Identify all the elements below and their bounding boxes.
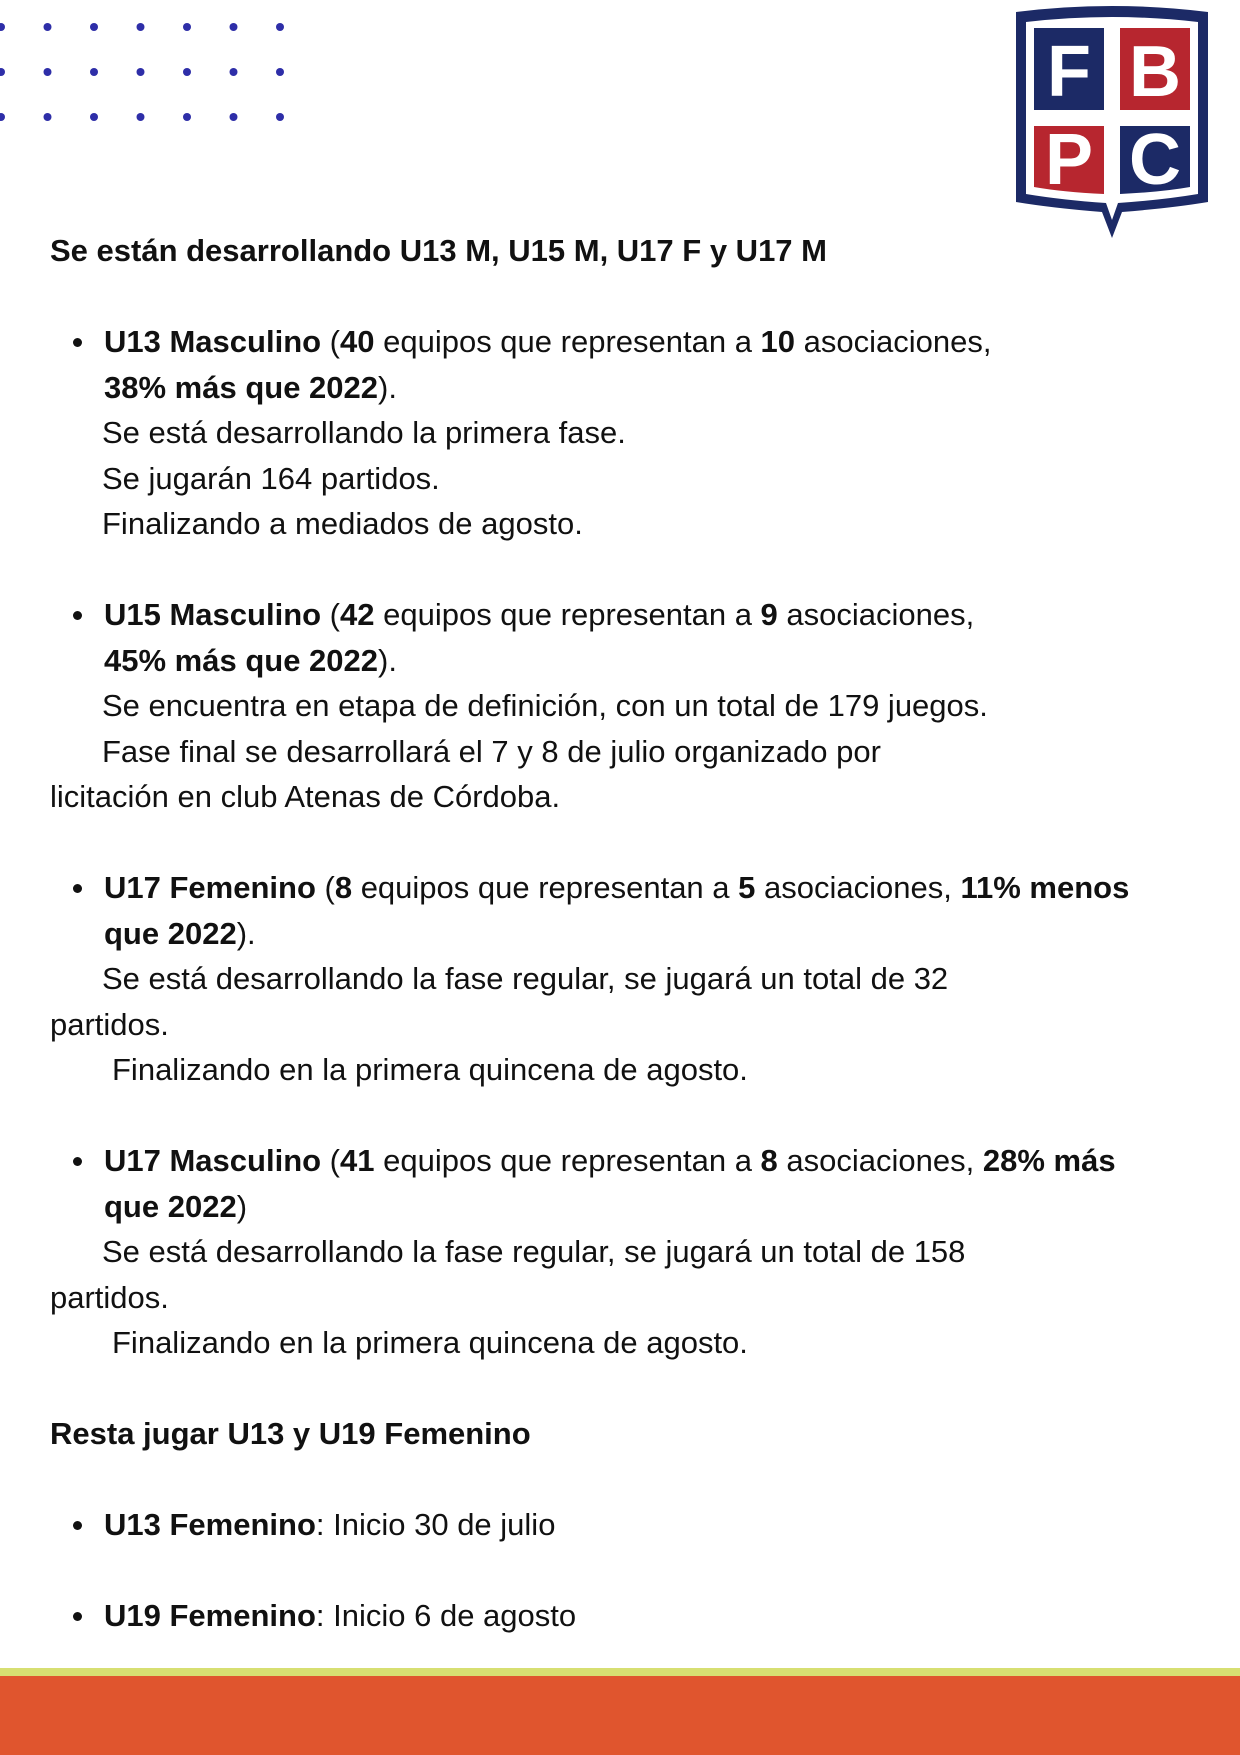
detail-line: Se está desarrollando la primera fase. bbox=[102, 415, 626, 450]
decor-dot bbox=[0, 68, 5, 76]
section-heading-in-progress: Se están desarrollando U13 M, U15 M, U17 F y U17 M bbox=[50, 233, 827, 268]
decor-dot bbox=[276, 68, 284, 76]
fbpc-logo bbox=[1012, 6, 1212, 242]
decor-dot bbox=[183, 113, 191, 121]
summary-text: equipos que representan a bbox=[374, 597, 761, 632]
in-progress-list bbox=[50, 592, 1130, 683]
decor-dot bbox=[0, 113, 5, 121]
detail-line: Fase final se desarrollará el 7 y 8 de julio organizado por licitación en club Atenas de Córdoba. bbox=[50, 733, 881, 814]
change-vs-2022: 28% más que 2022 bbox=[104, 1143, 1116, 1224]
teams-count: 41 bbox=[340, 1143, 375, 1178]
in-progress-list bbox=[50, 865, 1130, 956]
category-name: U17 Femenino bbox=[104, 870, 316, 905]
detail-line: Se está desarrollando la fase regular, se jugará un total de 158 partidos. bbox=[50, 1234, 966, 1315]
teams-count: 42 bbox=[340, 597, 375, 632]
pending-list bbox=[50, 1502, 1130, 1548]
paren-close: ). bbox=[236, 915, 256, 951]
decor-dot bbox=[90, 113, 98, 121]
summary-text: asociaciones, bbox=[777, 597, 975, 632]
footer-accent-line bbox=[0, 1668, 1240, 1676]
associations-count: 10 bbox=[760, 324, 796, 359]
decor-dot bbox=[90, 68, 98, 76]
decor-dot bbox=[230, 113, 238, 121]
section-heading-pending: Resta jugar U13 y U19 Femenino bbox=[50, 1416, 531, 1451]
decor-dot bbox=[44, 113, 52, 121]
detail-line: Finalizando a mediados de agosto. bbox=[102, 506, 583, 541]
teams-count: 40 bbox=[340, 324, 375, 359]
paren-open: ( bbox=[321, 324, 340, 359]
change-vs-2022: 38% más que 2022 bbox=[104, 369, 379, 405]
category-name: U13 Masculino bbox=[104, 324, 322, 359]
paren-close: ) bbox=[236, 1188, 248, 1224]
summary-text: equipos que representan a bbox=[374, 1143, 761, 1178]
decor-dot bbox=[137, 113, 145, 121]
detail-line: Se está desarrollando la fase regular, se jugará un total de 32 partidos. bbox=[50, 961, 949, 1042]
summary-text: asociaciones, bbox=[795, 324, 992, 359]
document-body bbox=[50, 228, 1130, 1639]
detail-line: Se encuentra en etapa de definición, con un total de 179 juegos. bbox=[102, 688, 988, 723]
detail-line: Se jugarán 164 partidos. bbox=[102, 460, 440, 496]
summary-text: asociaciones, bbox=[777, 1143, 983, 1178]
list-item-u19-femenino bbox=[50, 1593, 1130, 1639]
category-name: U13 Femenino bbox=[104, 1507, 316, 1542]
list-item-u13-femenino bbox=[50, 1502, 1130, 1548]
pending-list bbox=[50, 1593, 1130, 1639]
summary-text: asociaciones, bbox=[755, 870, 961, 905]
decor-dot bbox=[276, 113, 284, 121]
list-item-u17-femenino bbox=[50, 865, 1130, 956]
decor-dot bbox=[276, 23, 284, 31]
logo-letter-b: B bbox=[1129, 32, 1181, 112]
item-summary bbox=[104, 592, 1130, 683]
paren-open: ( bbox=[321, 1143, 340, 1178]
item-summary bbox=[104, 865, 1130, 956]
list-item-u17-masculino bbox=[50, 1138, 1130, 1229]
associations-count: 8 bbox=[760, 1143, 778, 1178]
category-name: U17 Masculino bbox=[104, 1143, 322, 1178]
dot-group bbox=[0, 23, 284, 121]
logo-letter-c: C bbox=[1129, 120, 1181, 200]
decor-dot bbox=[90, 23, 98, 31]
paren-close: ). bbox=[378, 369, 397, 405]
in-progress-list bbox=[50, 1138, 1130, 1229]
decor-dot bbox=[230, 68, 238, 76]
footer-bar bbox=[0, 1676, 1240, 1755]
category-name: U15 Masculino bbox=[104, 597, 322, 632]
item-summary bbox=[104, 319, 1130, 410]
decor-dot bbox=[230, 23, 238, 31]
logo-letter-p: P bbox=[1044, 120, 1094, 200]
associations-count: 9 bbox=[760, 597, 778, 632]
detail-line: Finalizando en la primera quincena de agosto. bbox=[112, 1325, 748, 1360]
list-item-u15-masculino bbox=[50, 592, 1130, 683]
paren-open: ( bbox=[315, 870, 335, 905]
paren-close: ). bbox=[378, 642, 397, 678]
detail-line: Finalizando en la primera quincena de agosto. bbox=[112, 1052, 748, 1087]
paren-open: ( bbox=[321, 597, 340, 632]
item-summary bbox=[104, 1138, 1130, 1229]
decor-dot bbox=[44, 68, 52, 76]
start-date: : Inicio 6 de agosto bbox=[315, 1598, 577, 1633]
start-date: : Inicio 30 de julio bbox=[315, 1507, 556, 1542]
decor-dot bbox=[183, 68, 191, 76]
teams-count: 8 bbox=[334, 870, 353, 905]
change-vs-2022: 45% más que 2022 bbox=[104, 642, 379, 678]
decor-dot bbox=[137, 23, 145, 31]
category-name: U19 Femenino bbox=[104, 1598, 316, 1633]
list-item-u13-masculino bbox=[50, 319, 1130, 410]
decor-dot bbox=[183, 23, 191, 31]
dot-grid-decoration bbox=[0, 0, 300, 140]
summary-text: equipos que representan a bbox=[352, 870, 739, 905]
summary-text: equipos que representan a bbox=[374, 324, 761, 359]
in-progress-list bbox=[50, 319, 1130, 410]
associations-count: 5 bbox=[738, 870, 756, 905]
decor-dot bbox=[0, 23, 5, 31]
change-vs-2022: 11% menos que 2022 bbox=[104, 870, 1130, 951]
decor-dot bbox=[44, 23, 52, 31]
decor-dot bbox=[137, 68, 145, 76]
logo-letter-f: F bbox=[1047, 32, 1091, 112]
